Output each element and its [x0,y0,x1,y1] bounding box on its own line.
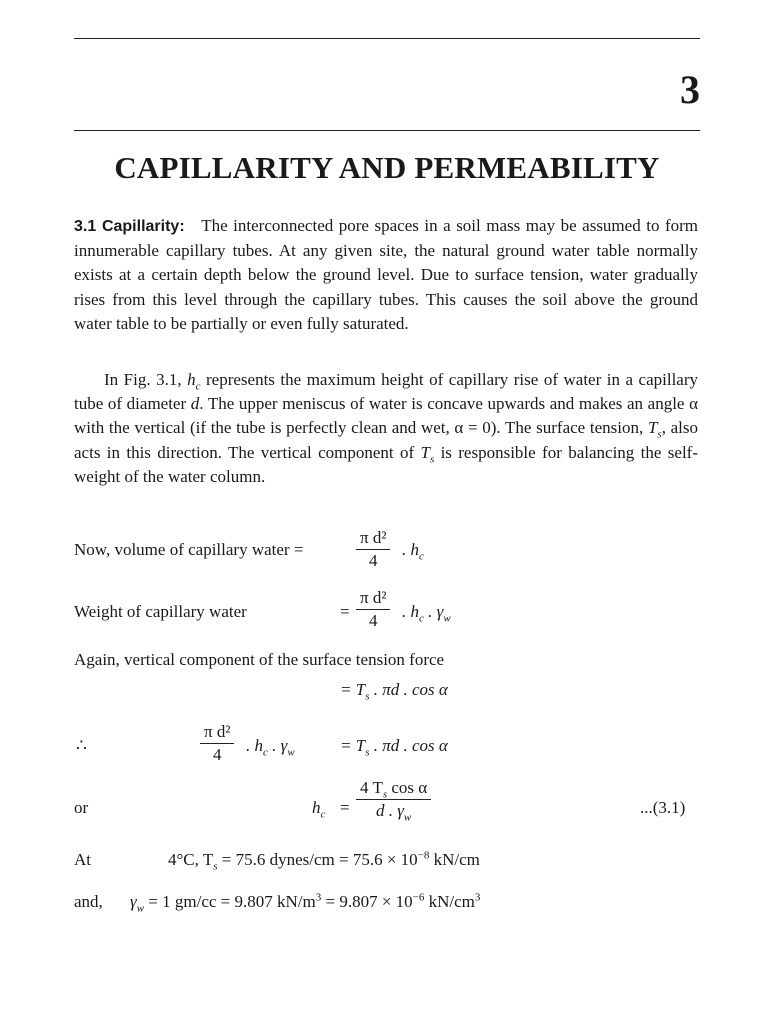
weight-fraction [356,588,390,631]
weight-label: Weight of capillary water [74,602,247,621]
and-expression: $\gamma_w = 1$ gm/cc = 9.807 $kN/m^3 = 9.807 \times 10^{-6}$ $kN/cm^3$ [130,891,481,915]
p2-text-3: . The upper meniscus of water is concave upwards and makes an angle α with the vertical (if the tube is perfectly clean and wet, α = 0). The surface tension, [74,394,698,438]
lhs-numerator: π d² [200,722,234,744]
hc-denominator: d . $\gamma_w$ [375,801,412,824]
lhs-tail: . $h_c$ . $\gamma_w$ [246,736,295,759]
volume-fraction [356,528,390,571]
p2-ts-sub-2: s [429,453,435,465]
at-label: At [74,850,91,869]
p2-hc-sub: c [195,380,201,393]
p2-text-5: is responsible for balancing the self-weight of the water column. [74,442,698,486]
p2-ts-sub: s [657,428,662,441]
p2-d: d [190,394,200,414]
weight-tail: . $h_c$ . $\gamma_w$ [402,602,451,625]
section-paragraph-1 [74,214,698,336]
p2-ts-2: T [420,442,430,462]
and-label: and, [74,892,103,911]
hc-lhs: $h_c$ [312,798,326,821]
equation-number: ...(3.1) [640,798,686,817]
section-paragraph-2 [74,368,698,489]
hc-numerator: 4 $T_s$ cos α [356,778,431,800]
hc-fraction [356,778,431,824]
or-label: or [74,798,89,817]
volume-label: Now, volume of capillary water = [74,540,304,559]
volume-denominator: 4 [368,551,378,570]
top-rule [74,38,700,39]
header-rule [74,130,700,131]
weight-denominator: 4 [368,611,378,630]
p2-text-4: , also acts in this direction. The vertical component of [74,418,698,462]
force-rhs: = $T_s$ . πd . cos α [340,680,448,703]
p2-hc: h [187,370,196,389]
p2-text-2: represents the maximum height of capillary rise of water in a capillary tube of diameter [74,370,698,414]
weight-numerator: π d² [356,588,390,610]
weight-eq-sign: = [340,602,350,621]
volume-numerator: π d² [356,528,390,550]
chapter-title: CAPILLARITY AND PERMEABILITY [114,150,660,185]
therefore-symbol: ∴ [76,736,87,755]
p2-ts: T [647,418,658,438]
lhs-fraction [200,722,234,765]
again-label: Again, vertical component of the surface tension force [74,650,445,669]
chapter-number: 3 [680,67,700,112]
paragraph-1-text: The interconnected pore spaces in a soil mass may be assumed to form innumerable capillary tubes. At any given site, the natural ground water table normally exists at a certain depth below the ground level. Due to surface tension, water gradually rises from this level through the capillary tubes. This causes the soil above the ground water table to be partially or even fully saturated. [74,216,699,333]
at-expression: 4°C, $T_s = 75.6$ dynes/cm = $75.6 \times 10^{-8}$ kN/cm [168,849,480,873]
p2-text-1: In Fig. 3.1, [104,370,188,389]
hc-eq-sign: = [340,798,350,817]
lhs-denominator: 4 [212,745,222,764]
rhs-expression: = $T_s$ . πd . cos α [340,736,448,759]
section-heading: 3.1 Capillarity: [74,218,185,235]
volume-tail: . $h_c$ [402,540,424,563]
